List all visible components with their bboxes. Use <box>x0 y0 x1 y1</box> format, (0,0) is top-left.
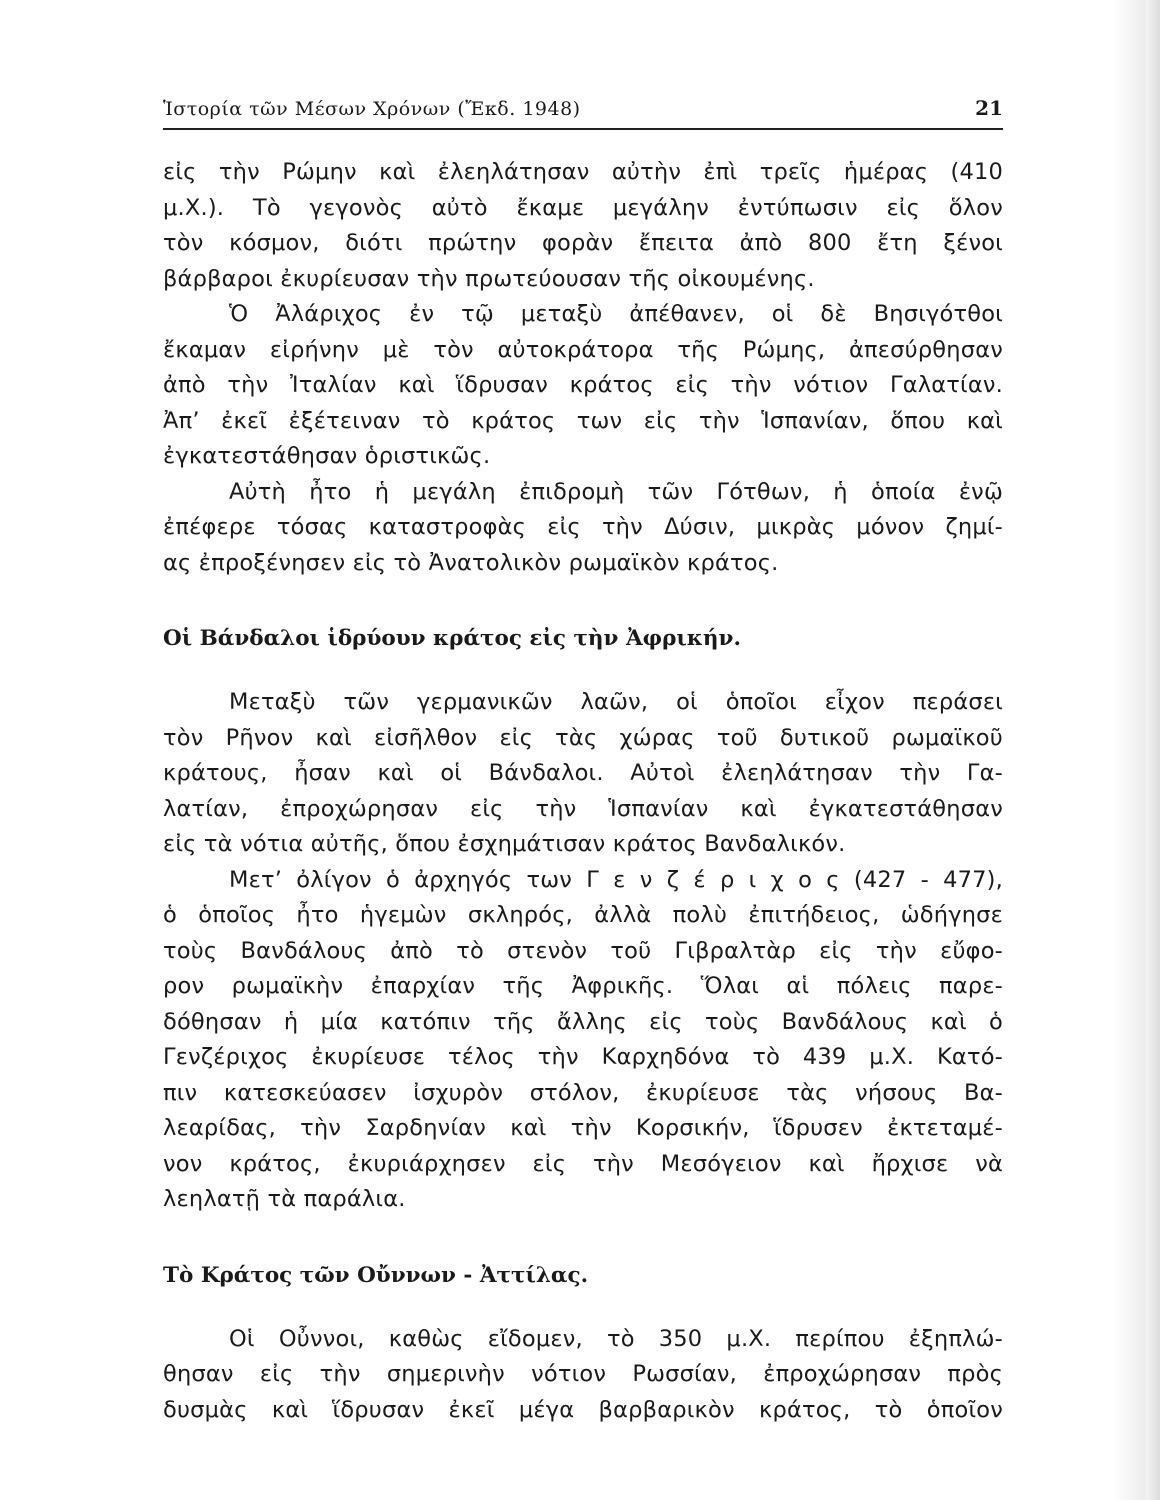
text-line: θησαν εἰς τὴν σημερινὴν νότιον Ρωσσίαν, ἐπροχώρησαν πρὸς <box>163 1361 1003 1387</box>
text-line: νον κράτος, ἐκυριάρχησεν εἰς τὴν Μεσόγειον καὶ ἤρχισε νὰ <box>163 1150 1003 1177</box>
text-line: πιν κατεσκεύασεν ἰσχυρὸν στόλον, ἐκυρίευσε τὰς νήσους Βα- <box>163 1079 1003 1106</box>
text-line: λατίαν, ἐπροχώρησαν εἰς τὴν Ἱσπανίαν καὶ ἐγκατεστάθησαν <box>163 795 1003 822</box>
running-header <box>163 96 1003 130</box>
text-line: Γενζέριχος ἐκυρίευσε τέλος τὴν Καρχηδόνα τὸ 439 μ.Χ. Κατό- <box>163 1044 1003 1070</box>
text-line: ἀπὸ τὴν Ἰταλίαν καὶ ἵδρυσαν κράτος εἰς τὴν νότιον Γαλατίαν. <box>163 372 1003 398</box>
text-line: λεαρίδας, τὴν Σαρδηνίαν καὶ τὴν Κορσικήν, ἵδρυσεν ἐκτεταμέ- <box>163 1115 1003 1141</box>
text-line: βάρβαροι ἐκυρίευσαν τὴν πρωτεύουσαν τῆς οἰκουμένης. <box>163 265 815 292</box>
text-line: Μεταξὺ τῶν γερμανικῶν λαῶν, οἱ ὁποῖοι εἶχον περάσει <box>229 689 1003 715</box>
text-line: ἔκαμαν εἰρήνην μὲ τὸν αὐτοκράτορα τῆς Ρώμης, ἀπεσύρθησαν <box>163 336 1003 363</box>
text-line: τὸν Ρῆνον καὶ εἰσῆλθον εἰς τὰς χώρας τοῦ δυτικοῦ ρωμαϊκοῦ <box>163 724 1003 751</box>
text-line: ρον ρωμαϊκὴν ἐπαρχίαν τῆς Ἀφρικῆς. Ὅλαι αἱ πόλεις παρε- <box>163 973 1003 999</box>
text-line: ἐπέφερε τόσας καταστροφὰς εἰς τὴν Δύσιν, μικρὰς μόνον ζημί- <box>163 514 1003 540</box>
text-line: εἰς τὴν Ρώμην καὶ ἐλεηλάτησαν αὐτὴν ἐπὶ τρεῖς ἡμέρας (410 <box>163 159 1003 185</box>
text-line: ὁ ὁποῖος ἦτο ἡγεμὼν σκληρός, ἀλλὰ πολὺ ἐπιτήδειος, ὡδήγησε <box>163 902 1003 928</box>
text-line: ἐγκατεστάθησαν ὁριστικῶς. <box>163 443 491 469</box>
text-line: δυσμὰς καὶ ἵδρυσαν ἐκεῖ μέγα βαρβαρικὸν κράτος, τὸ ὁποῖον <box>163 1396 1003 1423</box>
header-title: Ἱστορία τῶν Μέσων Χρόνων (Ἔκδ. 1948) <box>163 98 581 120</box>
text-line: τοὺς Βανδάλους ἀπὸ τὸ στενὸν τοῦ Γιβραλτὰρ εἰς τὴν εὔφο- <box>163 937 1003 964</box>
text-line: κράτους, ἦσαν καὶ οἱ Βάνδαλοι. Αὐτοὶ ἐλεηλάτησαν τὴν Γα- <box>163 760 1003 786</box>
text-line: τὸν κόσμον, διότι πρώτην φορὰν ἔπειτα ἀπὸ 800 ἔτη ξένοι <box>163 230 1003 256</box>
text-line: Ἀπ’ ἐκεῖ ἐξέτειναν τὸ κράτος των εἰς τὴν Ἱσπανίαν, ὅπου καὶ <box>163 407 1003 434</box>
body-text <box>163 155 1003 1428</box>
page-number: 21 <box>975 96 1003 120</box>
text-line: Οἱ Οὖννοι, καθὼς εἴδομεν, τὸ 350 μ.Χ. περίπου ἐξηπλώ- <box>229 1325 1003 1352</box>
text-line: εἰς τὰ νότια αὐτῆς, ὅπου ἐσχημάτισαν κράτος Βανδαλικόν. <box>163 831 846 857</box>
section-heading-huns: Τὸ Κράτος τῶν Οὔννων - Ἀττίλας. <box>163 1262 589 1288</box>
text-line: μ.Χ.). Τὸ γεγονὸς αὐτὸ ἔκαμε μεγάλην ἐντύπωσιν εἰς ὅλον <box>163 194 1003 221</box>
text-line: Ὁ Ἀλάριχος ἐν τῷ μεταξὺ ἀπέθανεν, οἱ δὲ Βησιγότθοι <box>229 301 1003 327</box>
section-heading-vandals: Οἱ Βάνδαλοι ἱδρύουν κράτος εἰς τὴν Ἀφρικήν. <box>163 626 741 651</box>
page-edge-shadow <box>1146 0 1160 1500</box>
text-line: ας ἐπροξένησεν εἰς τὸ Ἀνατολικὸν ρωμαϊκὸν κράτος. <box>163 549 779 576</box>
text-line: Αὐτὴ ἦτο ἡ μεγάλη ἐπιδρομὴ τῶν Γότθων, ἡ ὁποία ἐνῷ <box>229 478 1003 505</box>
text-line: Μετ’ ὀλίγον ὁ ἀρχηγός των Γ ε ν ζ έ ρ ι χ ο ς (427 - 477), <box>229 866 1003 893</box>
text-line: δόθησαν ἡ μία κατόπιν τῆς ἄλλης εἰς τοὺς Βανδάλους καὶ ὁ <box>163 1008 1003 1035</box>
text-line: λεηλατῇ τὰ παράλια. <box>163 1186 406 1212</box>
